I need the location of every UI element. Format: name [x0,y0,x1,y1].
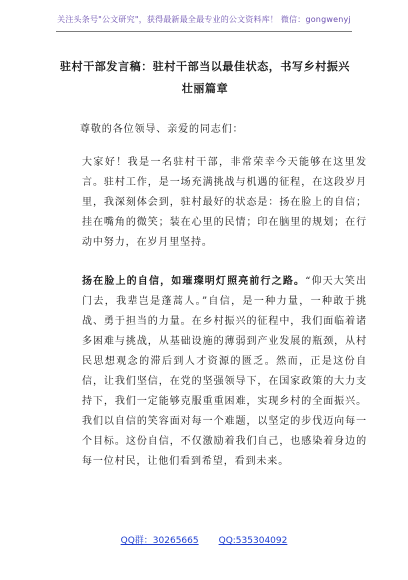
document-title-line1: 驻村干部发言稿：驻村干部当以最佳状态，书写乡村振兴 [60,60,350,73]
salutation: 尊敬的各位领导、亲爱的同志们： [80,124,244,135]
paragraph-2-body: “仰天大笑出门去，我辈岂是蓬蒿人。”自信，是一种力量，一种敢于挑战、勇于担当的力量。在乡村振兴的征程中，我们面临着诸多困难与挑战，从基础设施的薄弱到产业发展的瓶颈，从村民思想观念的滞后到人才资源的匮乏。然而，正是这份自信，让我们坚信，在党的坚强领导下，在国家政策的大力支持下，我们一定能够克服重重困难，实现乡村的全面振兴。我们以自信的笑容面对每一个难题，以坚定的步伐迈向每一个目标。这份自信，不仅激励着我们自己，也感染着身边的每一位村民，让他们看到希望，看到未来。 [82,276,367,467]
footer-qq: QQ:535304092 [218,536,288,546]
paragraph-1: 大家好！我是一名驻村干部，非常荣幸今天能够在这里发言。驻村工作，是一场充满挑战与机遇的征程，在这段岁月里，我深刻体会到，驻村最好的状态是：扬在脸上的自信；挂在嘴角的微笑；装在心里的民情；印在脑里的规划；在行动中努力，在岁月里坚持。 [82,157,367,248]
page-footer [0,533,408,546]
paragraph-2 [82,272,367,472]
footer-qq-group: QQ群：30265665 [120,536,199,546]
header-divider [56,31,352,32]
paragraph-2-lead: 扬在脸上的自信，如璀璨明灯照亮前行之路。 [82,276,306,287]
document-title-line2: 壮丽篇章 [181,82,229,95]
page-header-promo: 关注头条号"公文研究"，获得最新最全最专业的公文资料库！ 微信：gongwenyj [57,15,351,24]
